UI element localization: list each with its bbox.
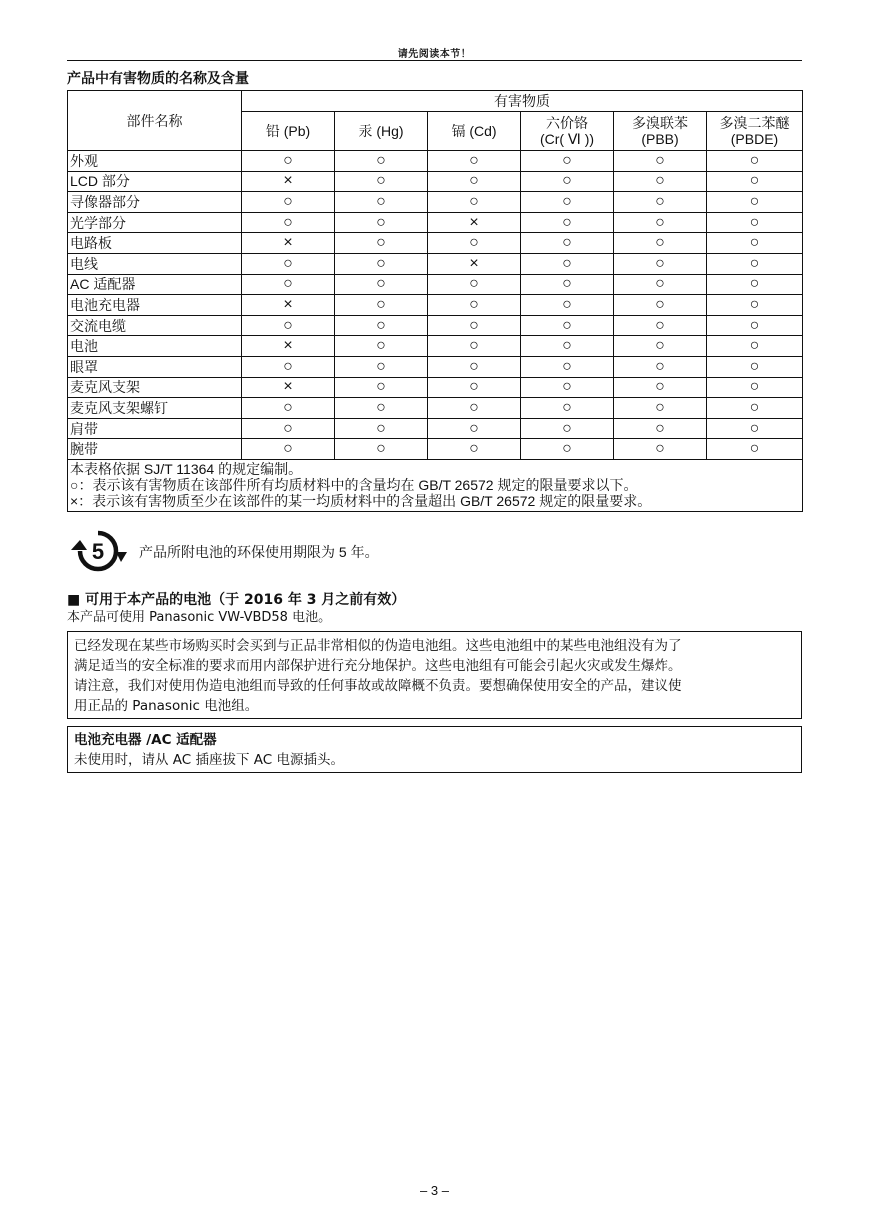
- substance-mark-cell: ○: [521, 336, 614, 357]
- substance-column-header-line: 铅 (Pb): [265, 123, 311, 139]
- table-note-line: 本表格依据 SJ/T 11364 的规定编制。: [70, 460, 303, 477]
- substance-column-header: [428, 112, 521, 151]
- substance-mark-cell: ○: [521, 356, 614, 377]
- part-name-cell: 电线: [68, 253, 242, 274]
- substance-mark-cell: ×: [242, 171, 335, 192]
- substance-mark-cell: ○: [335, 212, 428, 233]
- table-row: [68, 418, 803, 439]
- substance-column-header-line: (Cr( Ⅵ )): [539, 131, 595, 147]
- part-name-cell: 电池: [68, 336, 242, 357]
- substance-mark-cell: ○: [707, 212, 803, 233]
- substance-mark-cell: ○: [707, 253, 803, 274]
- table-notes: [68, 459, 803, 511]
- substance-mark-cell: ○: [428, 356, 521, 377]
- substance-column-header: [242, 112, 335, 151]
- substance-mark-cell: ○: [707, 356, 803, 377]
- substance-mark-cell: ×: [242, 377, 335, 398]
- part-name-cell: 麦克风支架: [68, 377, 242, 398]
- substance-mark-cell: ○: [614, 356, 707, 377]
- substance-mark-cell: ○: [614, 212, 707, 233]
- part-name-cell: 电路板: [68, 233, 242, 254]
- substance-mark-cell: ○: [707, 439, 803, 460]
- substance-mark-cell: ○: [428, 418, 521, 439]
- substance-mark-cell: ○: [428, 336, 521, 357]
- part-name-cell: 电池充电器: [68, 295, 242, 316]
- substance-column-header: [335, 112, 428, 151]
- page-number: – 3 –: [420, 1183, 449, 1198]
- table-row: [68, 151, 803, 172]
- substance-mark-cell: ○: [335, 274, 428, 295]
- substance-mark-cell: ○: [335, 377, 428, 398]
- substance-mark-cell: ○: [521, 295, 614, 316]
- eco-period-5-icon: [67, 528, 129, 574]
- substance-mark-cell: ○: [614, 315, 707, 336]
- substance-mark-cell: ○: [521, 253, 614, 274]
- substance-mark-cell: ○: [335, 439, 428, 460]
- substance-mark-cell: ○: [335, 151, 428, 172]
- warning-line: 用正品的 Panasonic 电池组。: [74, 698, 259, 714]
- substance-mark-cell: ×: [242, 336, 335, 357]
- substance-column-header-line: 多溴联苯: [632, 115, 688, 131]
- table-row: [68, 253, 803, 274]
- substance-mark-cell: ○: [521, 151, 614, 172]
- table-row: [68, 171, 803, 192]
- substance-mark-cell: ○: [242, 356, 335, 377]
- substance-mark-cell: ○: [428, 233, 521, 254]
- table-row: [68, 356, 803, 377]
- substance-column-header-line: 六价铬: [546, 115, 588, 131]
- part-name-cell: LCD 部分: [68, 171, 242, 192]
- substance-column-header-line: 镉 (Cd): [451, 123, 497, 139]
- table-note-line: ×：表示该有害物质至少在该部件的某一均质材料中的含量超出 GB/T 26572 规定的限量要求。: [70, 492, 652, 509]
- substance-mark-cell: ○: [428, 439, 521, 460]
- substance-mark-cell: ○: [335, 418, 428, 439]
- battery-section-title: ■ 可用于本产品的电池（于 2016 年 3 月之前有效）: [67, 592, 406, 608]
- hazardous-substances-table: [67, 90, 803, 512]
- substance-mark-cell: ○: [521, 212, 614, 233]
- substance-mark-cell: ○: [335, 253, 428, 274]
- table-row: [68, 439, 803, 460]
- substance-mark-cell: ○: [521, 377, 614, 398]
- table-row: [68, 295, 803, 316]
- eco-period-text: 产品所附电池的环保使用期限为 5 年。: [139, 544, 379, 560]
- page-header-title: 请先阅读本节！: [397, 49, 472, 60]
- charger-notice-title: 电池充电器 /AC 适配器: [74, 732, 217, 748]
- warning-line: 请注意，我们对使用伪造电池组而导致的任何事故或故障概不负责。要想确保使用安全的产品，建议使: [74, 678, 682, 694]
- section-title: 产品中有害物质的名称及含量: [67, 71, 249, 87]
- substance-mark-cell: ○: [242, 253, 335, 274]
- substance-mark-cell: ○: [335, 171, 428, 192]
- table-row: [68, 377, 803, 398]
- substance-mark-cell: ○: [335, 398, 428, 419]
- substance-mark-cell: ○: [521, 439, 614, 460]
- substance-mark-cell: ○: [707, 171, 803, 192]
- substance-mark-cell: ○: [335, 315, 428, 336]
- substance-column-header: [614, 112, 707, 151]
- charger-notice-text: 未使用时，请从 AC 插座拔下 AC 电源插头。: [74, 752, 345, 768]
- substance-mark-cell: ○: [335, 192, 428, 213]
- substance-mark-cell: ○: [428, 377, 521, 398]
- substance-mark-cell: ○: [428, 192, 521, 213]
- table-row: [68, 192, 803, 213]
- substance-mark-cell: ○: [428, 151, 521, 172]
- substance-mark-cell: ○: [335, 356, 428, 377]
- substance-mark-cell: ○: [335, 336, 428, 357]
- substance-mark-cell: ○: [707, 418, 803, 439]
- substance-mark-cell: ○: [614, 171, 707, 192]
- substance-mark-cell: ○: [521, 398, 614, 419]
- hazardous-substance-header: 有害物质: [242, 91, 803, 112]
- substance-mark-cell: ○: [707, 295, 803, 316]
- substance-column-header-line: 多溴二苯醚: [719, 115, 790, 131]
- substance-mark-cell: ○: [614, 418, 707, 439]
- part-name-cell: 眼罩: [68, 356, 242, 377]
- substance-column-header-line: 汞 (Hg): [358, 123, 404, 139]
- charger-notice: [67, 726, 802, 773]
- substance-mark-cell: ○: [521, 315, 614, 336]
- substance-mark-cell: ○: [521, 274, 614, 295]
- substance-mark-cell: ○: [242, 192, 335, 213]
- part-name-cell: 光学部分: [68, 212, 242, 233]
- substance-mark-cell: ○: [242, 398, 335, 419]
- table-row: [68, 315, 803, 336]
- table-note-line: ○：表示该有害物质在该部件所有均质材料中的含量均在 GB/T 26572 规定的限量要求以下。: [70, 476, 638, 493]
- substance-mark-cell: ×: [428, 253, 521, 274]
- substance-mark-cell: ○: [707, 192, 803, 213]
- table-row: [68, 212, 803, 233]
- substance-mark-cell: ○: [242, 274, 335, 295]
- substance-mark-cell: ○: [614, 295, 707, 316]
- part-name-cell: 腕带: [68, 439, 242, 460]
- substance-mark-cell: ○: [428, 171, 521, 192]
- substance-mark-cell: ○: [707, 233, 803, 254]
- substance-mark-cell: ○: [521, 192, 614, 213]
- substance-column-header-line: (PBDE): [730, 131, 779, 147]
- substance-mark-cell: ○: [707, 315, 803, 336]
- substance-mark-cell: ○: [335, 233, 428, 254]
- substance-column-header: [521, 112, 614, 151]
- substance-mark-cell: ○: [614, 398, 707, 419]
- part-name-cell: 麦克风支架螺钉: [68, 398, 242, 419]
- part-name-header: 部件名称: [68, 91, 242, 151]
- substance-mark-cell: ○: [614, 253, 707, 274]
- part-name-cell: 寻像器部分: [68, 192, 242, 213]
- substance-column-header-line: (PBB): [641, 131, 679, 147]
- substance-mark-cell: ○: [242, 151, 335, 172]
- substance-mark-cell: ○: [335, 295, 428, 316]
- substance-mark-cell: ○: [707, 151, 803, 172]
- table-row: [68, 233, 803, 254]
- substance-mark-cell: ○: [707, 274, 803, 295]
- header-divider: [67, 60, 802, 61]
- substance-mark-cell: ○: [521, 171, 614, 192]
- warning-line: 满足适当的安全标准的要求而用内部保护进行充分地保护。这些电池组有可能会引起火灾或发生爆炸。: [74, 658, 682, 674]
- substance-mark-cell: ○: [428, 274, 521, 295]
- substance-mark-cell: ○: [428, 295, 521, 316]
- table-row: [68, 274, 803, 295]
- substance-mark-cell: ○: [242, 439, 335, 460]
- substance-mark-cell: ○: [707, 398, 803, 419]
- substance-mark-cell: ○: [428, 398, 521, 419]
- warning-line: 已经发现在某些市场购买时会买到与正品非常相似的伪造电池组。这些电池组中的某些电池组没有为了: [74, 638, 682, 654]
- substance-mark-cell: ×: [428, 212, 521, 233]
- part-name-cell: 肩带: [68, 418, 242, 439]
- part-name-cell: 外观: [68, 151, 242, 172]
- substance-mark-cell: ○: [614, 192, 707, 213]
- counterfeit-battery-warning: [67, 631, 802, 719]
- substance-mark-cell: ○: [614, 233, 707, 254]
- substance-mark-cell: ○: [614, 151, 707, 172]
- substance-mark-cell: ○: [707, 377, 803, 398]
- substance-mark-cell: ○: [614, 274, 707, 295]
- table-row: [68, 398, 803, 419]
- substance-mark-cell: ○: [242, 315, 335, 336]
- substance-mark-cell: ○: [242, 212, 335, 233]
- substance-mark-cell: ○: [614, 439, 707, 460]
- substance-mark-cell: ○: [614, 336, 707, 357]
- substance-column-header: [707, 112, 803, 151]
- substance-mark-cell: ×: [242, 295, 335, 316]
- substance-mark-cell: ○: [707, 336, 803, 357]
- substance-mark-cell: ○: [614, 377, 707, 398]
- table-row: [68, 336, 803, 357]
- substance-mark-cell: ○: [521, 418, 614, 439]
- eco-icon-number: 5: [91, 539, 105, 564]
- substance-mark-cell: ○: [428, 315, 521, 336]
- battery-section-text: 本产品可使用 Panasonic VW-VBD58 电池。: [67, 610, 332, 625]
- part-name-cell: 交流电缆: [68, 315, 242, 336]
- substance-mark-cell: ○: [242, 418, 335, 439]
- substance-mark-cell: ×: [242, 233, 335, 254]
- substance-mark-cell: ○: [521, 233, 614, 254]
- part-name-cell: AC 适配器: [68, 274, 242, 295]
- table-notes-row: [68, 459, 803, 511]
